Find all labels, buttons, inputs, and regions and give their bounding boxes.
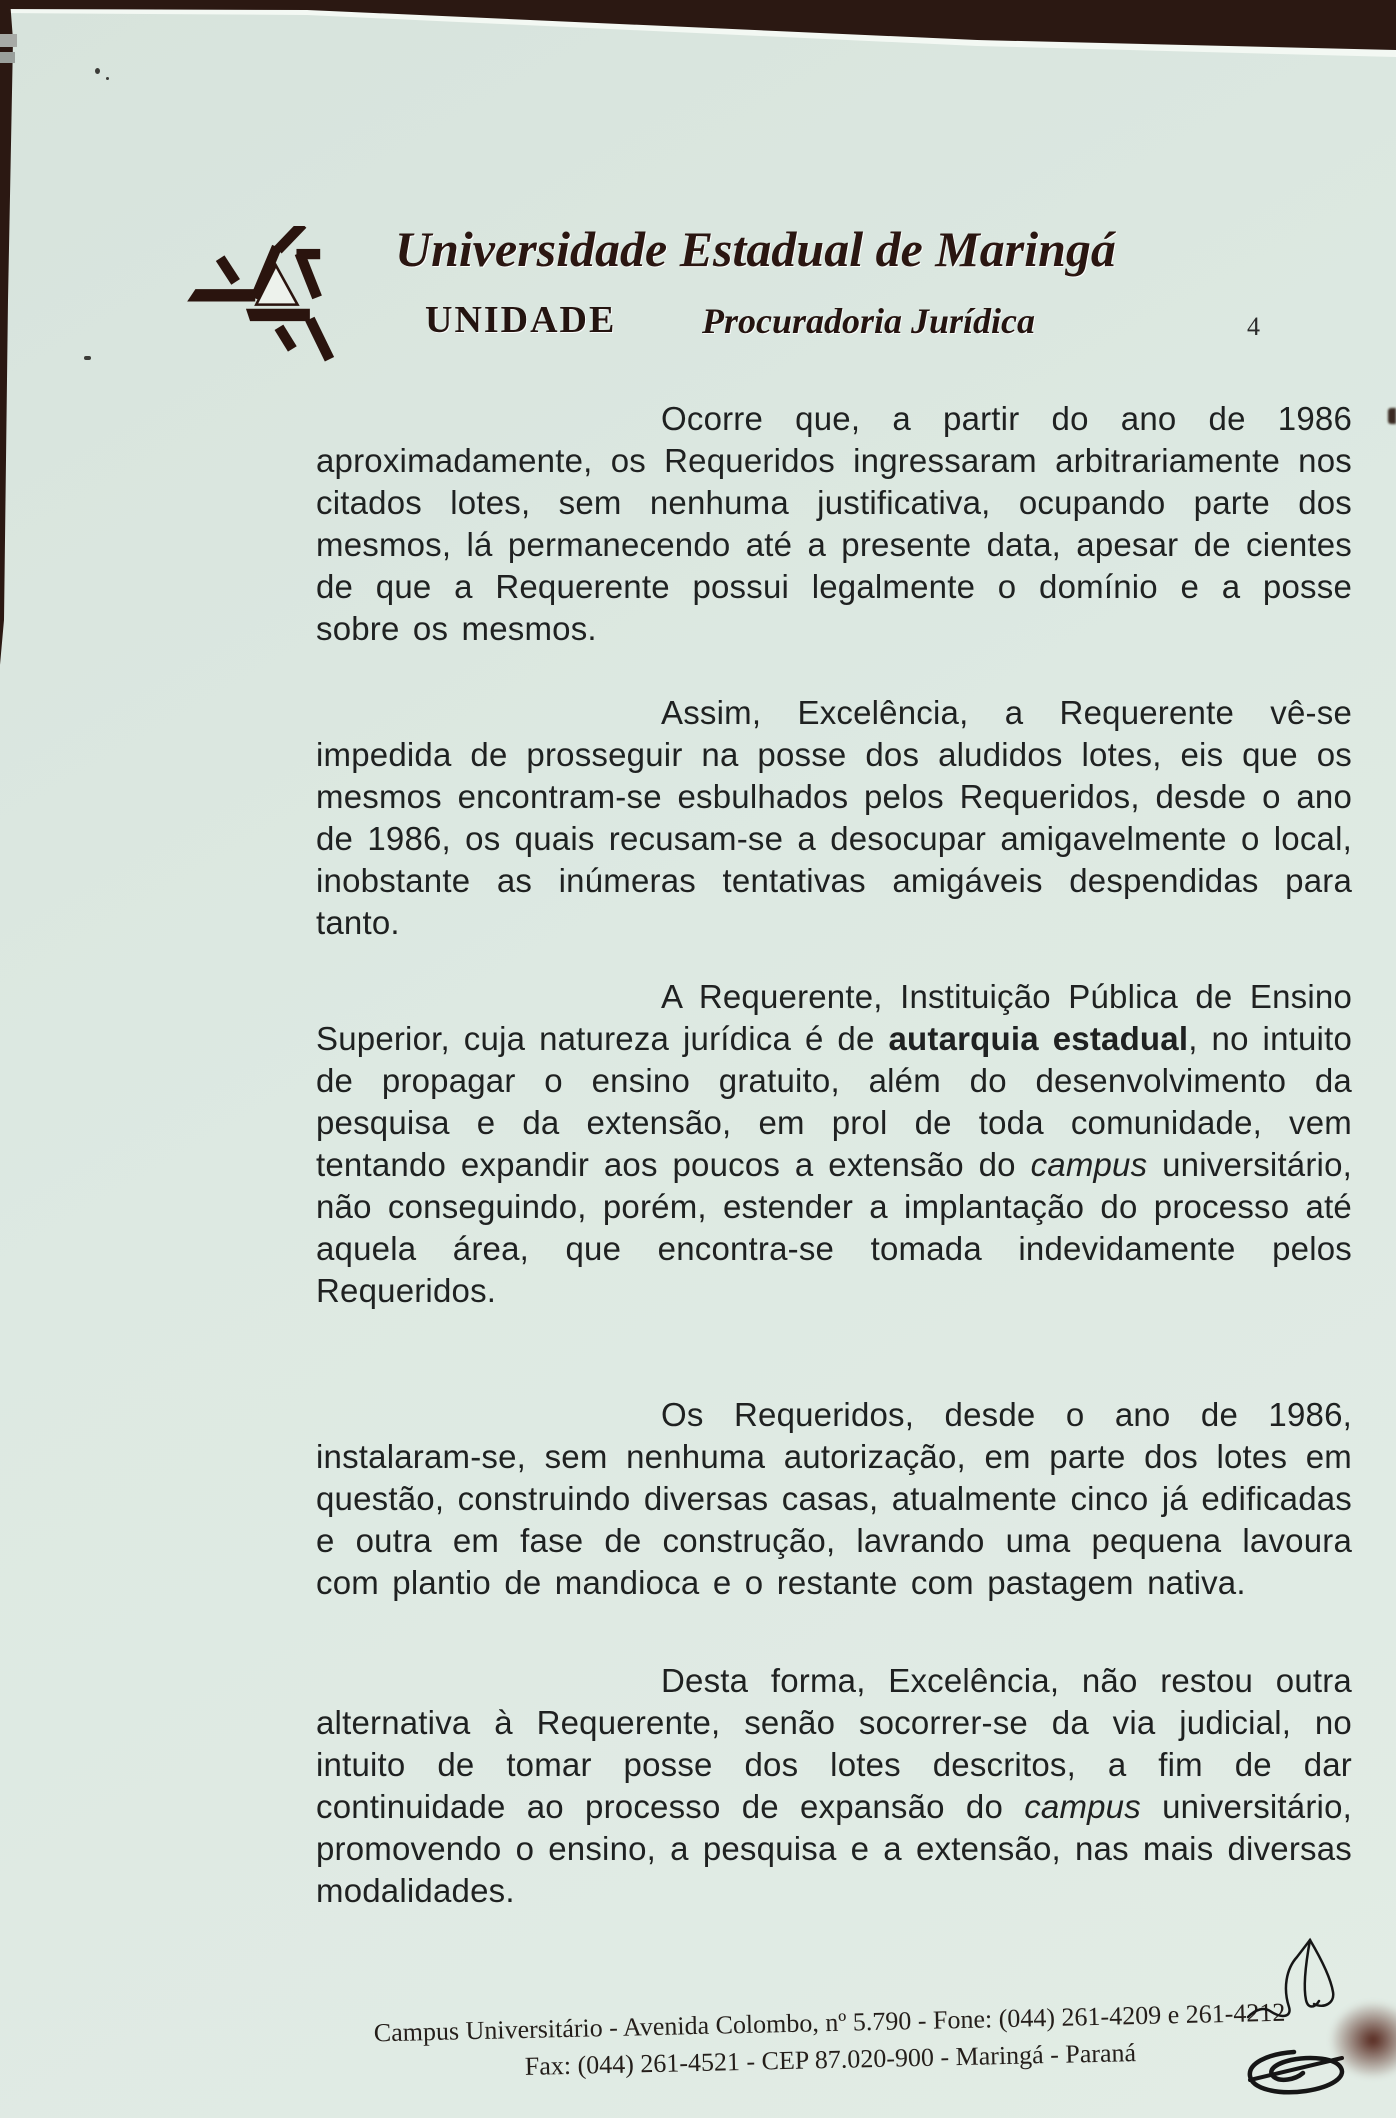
text-run: Desta forma, Excelência, não restou outra alternativa à Requerente, senão socorrer-se da via judicial, no intuito de tomar posse dos lotes descritos, a fim de dar continuidade ao processo de expansão do (316, 1662, 1352, 1825)
paragraph (316, 398, 1352, 650)
document-footer (289, 1992, 1370, 2090)
page-number: 4 (1247, 312, 1260, 341)
scan-left-patch (0, 52, 15, 63)
text-run: Ocorre que, a partir do ano de 1986 aproximadamente, os Requeridos ingressaram arbitrariamente nos citados lotes, sem nenhuma justificativa, ocupando parte dos mesmos, lá permanecendo até a presente data, apesar de cientes de que a Requerente possui legalmente o domínio e a posse sobre os mesmos. (316, 400, 1352, 647)
paper-speck (106, 77, 109, 80)
paragraph (316, 1660, 1352, 1912)
paper-speck (1388, 408, 1396, 424)
scan-ink-blob (1328, 2000, 1396, 2080)
unit-label: UNIDADE (425, 299, 617, 341)
text-run: autarquia estadual (888, 1020, 1189, 1057)
paragraph (316, 1394, 1352, 1604)
footer-contact-line: Fax: (044) 261-4521 - CEP 87.020-900 - Maringá - Paraná (524, 2038, 1137, 2081)
text-run: universitário, não conseguindo, porém, estender a implantação do processo até aquela área, que encontra-se tomada indevidamente pelos Requeridos. (316, 1146, 1353, 1309)
paragraph (316, 692, 1352, 944)
paper-speck (95, 68, 100, 74)
footer-address-line: Campus Universitário - Avenida Colombo, nº 5.790 - Fone: (044) 261-4209 e 261-4212 (373, 1997, 1286, 2048)
text-run: universitário, promovendo o ensino, a pesquisa e a extensão, nas mais diversas modalidades. (316, 1788, 1352, 1909)
uem-logo-icon (182, 226, 347, 376)
document-body (316, 398, 1352, 1912)
paper-speck (84, 356, 91, 360)
text-run: , no intuito de propagar o ensino gratuito, além do desenvolvimento da pesquisa e da extensão, em prol de toda comunidade, vem tentando expandir aos poucos a extensão do (316, 1020, 1353, 1183)
institution-title: Universidade Estadual de Maringá (395, 221, 1116, 277)
unit-name: Procuradoria Jurídica (702, 301, 1036, 341)
paragraph (316, 976, 1352, 1312)
text-run: campus (1024, 1788, 1141, 1825)
scan-left-edge (0, 0, 16, 680)
text-run: Os Requeridos, desde o ano de 1986, instalaram-se, sem nenhuma autorização, em parte dos lotes em questão, construindo diversas casas, atualmente cinco já edificadas e outra em fase de construção, lavrando uma pequena lavoura com plantio de mandioca e o restante com pastagem nativa. (316, 1396, 1352, 1601)
scan-left-patch (0, 34, 17, 47)
text-run: Assim, Excelência, a Requerente vê-se impedida de prosseguir na posse dos aludidos lotes, eis que os mesmos encontram-se esbulhados pelos Requeridos, desde o ano de 1986, os quais recusam-se a desocupar amigavelmente o local, inobstante as inúmeras tentativas amigáveis despendidas para tanto. (316, 694, 1352, 941)
text-run: A Requerente, Instituição Pública de Ensino Superior, cuja natureza jurídica é de (316, 978, 1352, 1057)
text-run: campus (1030, 1146, 1148, 1183)
